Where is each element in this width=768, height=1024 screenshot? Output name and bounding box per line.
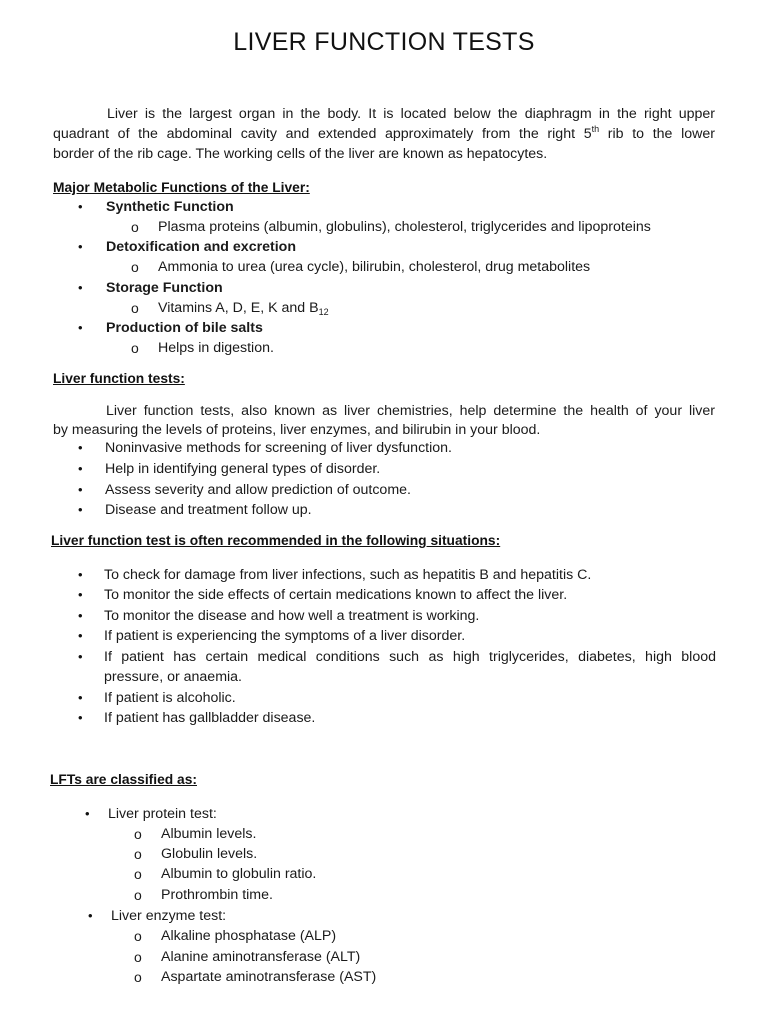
recommended-item-4: If patient is experiencing the symptoms of a liver disorder.: [104, 628, 466, 644]
recommended-item-3: To monitor the disease and how well a treatment is working.: [104, 608, 480, 624]
classified-enzyme-sub-3: Aspartate aminotransferase (AST): [161, 969, 377, 985]
bullet-icon: •: [78, 587, 83, 602]
bullet-icon: •: [78, 649, 83, 664]
circle-bullet-icon: o: [134, 826, 142, 842]
recommended-item-2: To monitor the side effects of certain medications known to affect the liver.: [104, 587, 568, 603]
recommended-item-7: If patient has gallbladder disease.: [104, 710, 316, 726]
circle-bullet-icon: o: [131, 219, 139, 235]
intro-line-1: Liver is the largest organ in the body. It is located below the diaphragm in the right upper: [107, 106, 715, 122]
lft-heading: Liver function tests:: [53, 371, 185, 386]
circle-bullet-icon: o: [134, 887, 142, 903]
bullet-icon: •: [78, 440, 83, 455]
page-title: LIVER FUNCTION TESTS: [233, 28, 535, 56]
metabolic-item-synthetic: Synthetic Function: [106, 199, 234, 215]
circle-bullet-icon: o: [134, 846, 142, 862]
metabolic-item-storage: Storage Function: [106, 280, 223, 296]
recommended-item-1: To check for damage from liver infections, such as hepatitis B and hepatitis C.: [104, 567, 592, 583]
bullet-icon: •: [78, 710, 83, 725]
classified-protein-sub-4: Prothrombin time.: [161, 887, 273, 903]
circle-bullet-icon: o: [134, 866, 142, 882]
metabolic-heading: Major Metabolic Functions of the Liver:: [53, 180, 310, 195]
bullet-icon: •: [78, 502, 83, 517]
circle-bullet-icon: o: [131, 259, 139, 275]
classified-group-protein: Liver protein test:: [108, 806, 217, 822]
lft-item-3: Assess severity and allow prediction of outcome.: [105, 482, 411, 498]
lft-item-2: Help in identifying general types of disorder.: [105, 461, 381, 477]
bullet-icon: •: [78, 239, 83, 254]
bullet-icon: •: [78, 608, 83, 623]
intro-paragraph: [53, 104, 715, 164]
lft-line-2: by measuring the levels of proteins, liver enzymes, and bilirubin in your blood.: [53, 422, 541, 438]
bullet-icon: •: [78, 628, 83, 643]
classified-protein-sub-1: Albumin levels.: [161, 826, 257, 842]
circle-bullet-icon: o: [131, 300, 139, 316]
lft-item-4: Disease and treatment follow up.: [105, 502, 312, 518]
circle-bullet-icon: o: [134, 949, 142, 965]
metabolic-item-detox: Detoxification and excretion: [106, 239, 296, 255]
classified-protein-sub-3: Albumin to globulin ratio.: [161, 866, 317, 882]
bullet-icon: •: [85, 806, 90, 821]
circle-bullet-icon: o: [134, 928, 142, 944]
metabolic-sub-bile: Helps in digestion.: [158, 340, 274, 356]
bullet-icon: •: [78, 461, 83, 476]
intro-line-2: quadrant of the abdominal cavity and extended approximately from the right 5th rib to the lower: [53, 124, 716, 142]
bullet-icon: •: [78, 567, 83, 582]
recommended-heading: Liver function test is often recommended in the following situations:: [51, 533, 501, 548]
classified-heading: LFTs are classified as:: [50, 772, 197, 787]
metabolic-sub-detox: Ammonia to urea (urea cycle), bilirubin, cholesterol, drug metabolites: [158, 259, 591, 275]
bullet-icon: •: [78, 320, 83, 335]
bullet-icon: •: [88, 908, 93, 923]
recommended-item-6: If patient is alcoholic.: [104, 690, 236, 706]
lft-line-1: Liver function tests, also known as liver chemistries, help determine the health of your liver: [106, 403, 715, 419]
bullet-icon: •: [78, 280, 83, 295]
recommended-item-5-cont: pressure, or anaemia.: [104, 669, 243, 685]
classified-enzyme-sub-1: Alkaline phosphatase (ALP): [161, 928, 337, 944]
bullet-icon: •: [78, 482, 83, 497]
classified-enzyme-sub-2: Alanine aminotransferase (ALT): [161, 949, 361, 965]
classified-protein-sub-2: Globulin levels.: [161, 846, 258, 862]
circle-bullet-icon: o: [131, 340, 139, 356]
classified-group-enzyme: Liver enzyme test:: [111, 908, 227, 924]
metabolic-sub-storage: Vitamins A, D, E, K and $B_{12}$: [158, 300, 329, 317]
bullet-icon: •: [78, 690, 83, 705]
circle-bullet-icon: o: [134, 969, 142, 985]
intro-line-3: border of the rib cage. The working cells of the liver are known as hepatocytes.: [53, 146, 548, 162]
metabolic-item-bile: Production of bile salts: [106, 320, 263, 336]
metabolic-sub-synthetic: Plasma proteins (albumin, globulins), cholesterol, triglycerides and lipoproteins: [158, 219, 651, 235]
lft-item-1: Noninvasive methods for screening of liver dysfunction.: [105, 440, 452, 456]
bullet-icon: •: [78, 199, 83, 214]
recommended-item-5: If patient has certain medical conditions such as high triglycerides, diabetes, high blood: [104, 649, 716, 665]
